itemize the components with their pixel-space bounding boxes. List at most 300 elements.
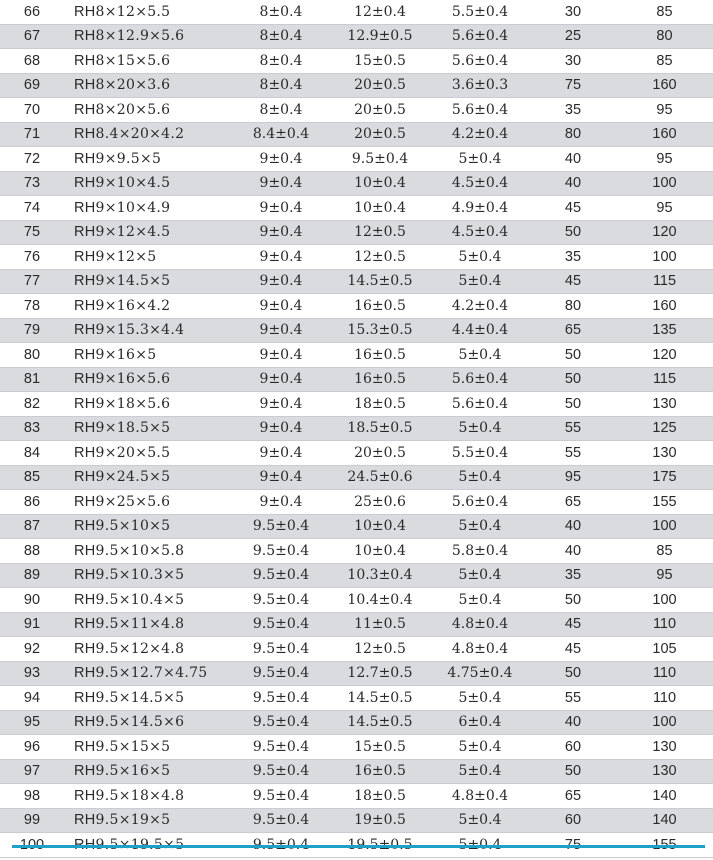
model-size: 9.5×16×5 bbox=[95, 763, 171, 780]
cell-value-a: 50 bbox=[530, 588, 616, 613]
cell-value-b: 175 bbox=[616, 465, 713, 490]
cell-outer-dia: 10.4±0.4 bbox=[330, 588, 430, 613]
table-row bbox=[0, 24, 713, 49]
cell-inner-dia: 9.5±0.4 bbox=[232, 710, 330, 735]
cell-inner-dia: 9.5±0.4 bbox=[232, 539, 330, 564]
cell-inner-dia: 8±0.4 bbox=[232, 73, 330, 98]
cell-model bbox=[64, 514, 232, 539]
cell-no: 67 bbox=[0, 24, 64, 49]
cell-value-a: 45 bbox=[530, 612, 616, 637]
cell-value-a: 55 bbox=[530, 441, 616, 466]
cell-no: 96 bbox=[0, 735, 64, 760]
cell-height: 4.75±0.4 bbox=[430, 661, 530, 686]
model-size: 9.5×15×5 bbox=[95, 738, 171, 755]
cell-value-b: 95 bbox=[616, 196, 713, 221]
cell-height: 5.6±0.4 bbox=[430, 49, 530, 74]
cell-height: 4.9±0.4 bbox=[430, 196, 530, 221]
cell-outer-dia: 14.5±0.5 bbox=[330, 269, 430, 294]
cell-model bbox=[64, 269, 232, 294]
cell-value-b: 110 bbox=[616, 612, 713, 637]
cell-outer-dia: 10.3±0.4 bbox=[330, 563, 430, 588]
model-prefix: RH bbox=[74, 28, 96, 45]
cell-value-b: 80 bbox=[616, 24, 713, 49]
cell-height: 5±0.4 bbox=[430, 588, 530, 613]
cell-inner-dia: 9±0.4 bbox=[232, 318, 330, 343]
cell-outer-dia: 20±0.5 bbox=[330, 441, 430, 466]
cell-height: 4.5±0.4 bbox=[430, 220, 530, 245]
cell-model bbox=[64, 343, 232, 368]
cell-height: 5±0.4 bbox=[430, 269, 530, 294]
cell-value-a: 50 bbox=[530, 220, 616, 245]
table-row bbox=[0, 465, 713, 490]
table-row bbox=[0, 710, 713, 735]
model-prefix: RH bbox=[74, 714, 96, 731]
cell-inner-dia: 9±0.4 bbox=[232, 171, 330, 196]
cell-no: 90 bbox=[0, 588, 64, 613]
cell-no: 93 bbox=[0, 661, 64, 686]
cell-value-a: 60 bbox=[530, 735, 616, 760]
model-prefix: RH bbox=[74, 395, 96, 412]
model-prefix: RH bbox=[74, 322, 96, 339]
cell-outer-dia: 20±0.5 bbox=[330, 98, 430, 123]
cell-value-b: 95 bbox=[616, 98, 713, 123]
model-size: 9×24.5×5 bbox=[95, 469, 171, 486]
cell-model bbox=[64, 196, 232, 221]
cell-value-b: 160 bbox=[616, 122, 713, 147]
table-row bbox=[0, 735, 713, 760]
cell-value-b: 100 bbox=[616, 245, 713, 270]
cell-outer-dia: 20±0.5 bbox=[330, 122, 430, 147]
model-size: 8×20×5.6 bbox=[95, 101, 171, 118]
cell-model bbox=[64, 784, 232, 809]
cell-model bbox=[64, 661, 232, 686]
model-prefix: RH bbox=[74, 346, 96, 363]
model-prefix: RH bbox=[74, 175, 96, 192]
cell-value-b: 100 bbox=[616, 710, 713, 735]
table-row bbox=[0, 147, 713, 172]
model-prefix: RH bbox=[74, 199, 96, 216]
cell-value-a: 40 bbox=[530, 514, 616, 539]
cell-outer-dia: 15±0.5 bbox=[330, 49, 430, 74]
cell-value-b: 140 bbox=[616, 808, 713, 833]
cell-height: 5.8±0.4 bbox=[430, 539, 530, 564]
model-size: 9×9.5×5 bbox=[95, 150, 162, 167]
cell-model bbox=[64, 612, 232, 637]
cell-value-a: 50 bbox=[530, 392, 616, 417]
cell-value-a: 40 bbox=[530, 539, 616, 564]
cell-value-b: 110 bbox=[616, 686, 713, 711]
model-size: 8×12×5.5 bbox=[95, 3, 171, 20]
model-prefix: RH bbox=[74, 518, 96, 535]
cell-value-a: 50 bbox=[530, 343, 616, 368]
cell-inner-dia: 9±0.4 bbox=[232, 220, 330, 245]
model-size: 9.5×19×5 bbox=[95, 812, 171, 829]
cell-value-b: 115 bbox=[616, 367, 713, 392]
cell-inner-dia: 9±0.4 bbox=[232, 392, 330, 417]
cell-value-a: 50 bbox=[530, 661, 616, 686]
cell-no: 75 bbox=[0, 220, 64, 245]
model-prefix: RH bbox=[74, 3, 96, 20]
cell-height: 5.6±0.4 bbox=[430, 490, 530, 515]
cell-no: 82 bbox=[0, 392, 64, 417]
cell-model bbox=[64, 245, 232, 270]
cell-outer-dia: 16±0.5 bbox=[330, 294, 430, 319]
cell-outer-dia: 12±0.4 bbox=[330, 0, 430, 24]
cell-no: 86 bbox=[0, 490, 64, 515]
cell-inner-dia: 9±0.4 bbox=[232, 490, 330, 515]
cell-no: 79 bbox=[0, 318, 64, 343]
cell-inner-dia: 8±0.4 bbox=[232, 98, 330, 123]
table-row bbox=[0, 122, 713, 147]
cell-no: 72 bbox=[0, 147, 64, 172]
model-prefix: RH bbox=[74, 640, 96, 657]
table-row bbox=[0, 220, 713, 245]
model-prefix: RH bbox=[74, 77, 96, 94]
table-row bbox=[0, 318, 713, 343]
cell-no: 69 bbox=[0, 73, 64, 98]
cell-value-b: 115 bbox=[616, 269, 713, 294]
table-row bbox=[0, 98, 713, 123]
cell-no: 99 bbox=[0, 808, 64, 833]
cell-model bbox=[64, 735, 232, 760]
cell-height: 5±0.4 bbox=[430, 686, 530, 711]
model-prefix: RH bbox=[74, 591, 96, 608]
model-size: 8×20×3.6 bbox=[95, 77, 171, 94]
table-row bbox=[0, 367, 713, 392]
model-prefix: RH bbox=[74, 248, 96, 265]
model-size: 9×18.5×5 bbox=[95, 420, 171, 437]
model-size: 9.5×10.3×5 bbox=[95, 567, 185, 584]
cell-height: 5.6±0.4 bbox=[430, 367, 530, 392]
model-prefix: RH bbox=[74, 101, 96, 118]
cell-inner-dia: 9±0.4 bbox=[232, 294, 330, 319]
table-row bbox=[0, 759, 713, 784]
cell-value-b: 130 bbox=[616, 759, 713, 784]
cell-inner-dia: 8±0.4 bbox=[232, 24, 330, 49]
cell-value-a: 65 bbox=[530, 318, 616, 343]
cell-value-a: 55 bbox=[530, 686, 616, 711]
table-row bbox=[0, 539, 713, 564]
cell-inner-dia: 9±0.4 bbox=[232, 465, 330, 490]
cell-outer-dia: 10±0.4 bbox=[330, 539, 430, 564]
model-size: 9×14.5×5 bbox=[95, 273, 171, 290]
cell-value-b: 85 bbox=[616, 539, 713, 564]
cell-value-b: 120 bbox=[616, 343, 713, 368]
model-size: 9.5×14.5×5 bbox=[95, 689, 185, 706]
cell-value-a: 80 bbox=[530, 294, 616, 319]
model-size: 9×16×5.6 bbox=[95, 371, 171, 388]
cell-outer-dia: 9.5±0.4 bbox=[330, 147, 430, 172]
cell-value-a: 25 bbox=[530, 24, 616, 49]
cell-outer-dia: 19±0.5 bbox=[330, 808, 430, 833]
cell-no: 71 bbox=[0, 122, 64, 147]
model-prefix: RH bbox=[74, 493, 96, 510]
model-size: 9.5×14.5×6 bbox=[95, 714, 185, 731]
model-prefix: RH bbox=[74, 616, 96, 633]
cell-outer-dia: 12.9±0.5 bbox=[330, 24, 430, 49]
table-row bbox=[0, 416, 713, 441]
cell-outer-dia: 14.5±0.5 bbox=[330, 710, 430, 735]
cell-no: 80 bbox=[0, 343, 64, 368]
cell-outer-dia: 12±0.5 bbox=[330, 637, 430, 662]
cell-height: 4.2±0.4 bbox=[430, 122, 530, 147]
cell-value-b: 160 bbox=[616, 294, 713, 319]
cell-no: 94 bbox=[0, 686, 64, 711]
cell-value-a: 35 bbox=[530, 98, 616, 123]
cell-value-b: 100 bbox=[616, 171, 713, 196]
cell-outer-dia: 10±0.4 bbox=[330, 196, 430, 221]
cell-outer-dia: 18±0.5 bbox=[330, 784, 430, 809]
model-size: 9.5×11×4.8 bbox=[95, 616, 185, 633]
cell-no: 87 bbox=[0, 514, 64, 539]
cell-height: 5±0.4 bbox=[430, 147, 530, 172]
cell-height: 4.2±0.4 bbox=[430, 294, 530, 319]
cell-model bbox=[64, 98, 232, 123]
cell-no: 89 bbox=[0, 563, 64, 588]
cell-model bbox=[64, 588, 232, 613]
cell-height: 4.5±0.4 bbox=[430, 171, 530, 196]
cell-height: 4.8±0.4 bbox=[430, 612, 530, 637]
model-prefix: RH bbox=[74, 273, 96, 290]
cell-outer-dia: 24.5±0.6 bbox=[330, 465, 430, 490]
model-prefix: RH bbox=[74, 297, 96, 314]
model-size: 9.5×10.4×5 bbox=[95, 591, 185, 608]
table-row bbox=[0, 808, 713, 833]
cell-model bbox=[64, 171, 232, 196]
cell-model bbox=[64, 392, 232, 417]
cell-no: 74 bbox=[0, 196, 64, 221]
cell-inner-dia: 9±0.4 bbox=[232, 245, 330, 270]
cell-no: 91 bbox=[0, 612, 64, 637]
cell-model bbox=[64, 759, 232, 784]
cell-model bbox=[64, 294, 232, 319]
cell-inner-dia: 9.5±0.4 bbox=[232, 784, 330, 809]
cell-inner-dia: 9.5±0.4 bbox=[232, 637, 330, 662]
cell-height: 5.6±0.4 bbox=[430, 24, 530, 49]
cell-value-a: 30 bbox=[530, 0, 616, 24]
model-size: 9.5×10×5.8 bbox=[95, 542, 185, 559]
cell-no: 95 bbox=[0, 710, 64, 735]
cell-model bbox=[64, 808, 232, 833]
table-row bbox=[0, 686, 713, 711]
model-size: 9×20×5.5 bbox=[95, 444, 171, 461]
model-prefix: RH bbox=[74, 567, 96, 584]
cell-inner-dia: 9.5±0.4 bbox=[232, 735, 330, 760]
model-prefix: RH bbox=[74, 469, 96, 486]
cell-value-b: 105 bbox=[616, 637, 713, 662]
cell-value-a: 45 bbox=[530, 196, 616, 221]
cell-value-a: 40 bbox=[530, 171, 616, 196]
model-prefix: RH bbox=[74, 542, 96, 559]
cell-no: 78 bbox=[0, 294, 64, 319]
cell-value-a: 60 bbox=[530, 808, 616, 833]
model-prefix: RH bbox=[74, 763, 96, 780]
model-size: 9×18×5.6 bbox=[95, 395, 171, 412]
cell-height: 4.4±0.4 bbox=[430, 318, 530, 343]
cell-model bbox=[64, 49, 232, 74]
cell-value-b: 125 bbox=[616, 416, 713, 441]
cell-inner-dia: 9.5±0.4 bbox=[232, 588, 330, 613]
cell-outer-dia: 15.3±0.5 bbox=[330, 318, 430, 343]
cell-outer-dia: 15±0.5 bbox=[330, 735, 430, 760]
cell-inner-dia: 9.5±0.4 bbox=[232, 612, 330, 637]
model-size: 8.4×20×4.2 bbox=[95, 126, 185, 143]
model-prefix: RH bbox=[74, 150, 96, 167]
cell-no: 83 bbox=[0, 416, 64, 441]
cell-inner-dia: 9.5±0.4 bbox=[232, 686, 330, 711]
cell-no: 92 bbox=[0, 637, 64, 662]
table-row bbox=[0, 269, 713, 294]
cell-value-b: 85 bbox=[616, 0, 713, 24]
cell-height: 5±0.4 bbox=[430, 563, 530, 588]
cell-no: 98 bbox=[0, 784, 64, 809]
cell-height: 5±0.4 bbox=[430, 735, 530, 760]
cell-value-b: 95 bbox=[616, 563, 713, 588]
cell-value-a: 45 bbox=[530, 637, 616, 662]
cell-outer-dia: 25±0.6 bbox=[330, 490, 430, 515]
table-row bbox=[0, 245, 713, 270]
cell-inner-dia: 9±0.4 bbox=[232, 441, 330, 466]
table-row bbox=[0, 441, 713, 466]
cell-height: 5.5±0.4 bbox=[430, 441, 530, 466]
cell-height: 5±0.4 bbox=[430, 514, 530, 539]
cell-height: 5.6±0.4 bbox=[430, 392, 530, 417]
cell-no: 77 bbox=[0, 269, 64, 294]
model-prefix: RH bbox=[74, 444, 96, 461]
cell-value-b: 155 bbox=[616, 490, 713, 515]
cell-model bbox=[64, 147, 232, 172]
model-prefix: RH bbox=[74, 420, 96, 437]
cell-value-b: 120 bbox=[616, 220, 713, 245]
cell-value-a: 95 bbox=[530, 465, 616, 490]
cell-model bbox=[64, 122, 232, 147]
model-size: 9.5×12×4.8 bbox=[95, 640, 185, 657]
cell-model bbox=[64, 490, 232, 515]
cell-outer-dia: 18±0.5 bbox=[330, 392, 430, 417]
cell-model bbox=[64, 539, 232, 564]
cell-outer-dia: 12±0.5 bbox=[330, 245, 430, 270]
cell-inner-dia: 9.5±0.4 bbox=[232, 514, 330, 539]
cell-model bbox=[64, 710, 232, 735]
cell-value-a: 40 bbox=[530, 147, 616, 172]
cell-inner-dia: 9.5±0.4 bbox=[232, 661, 330, 686]
cell-model bbox=[64, 0, 232, 24]
cell-height: 5±0.4 bbox=[430, 416, 530, 441]
cell-outer-dia: 12±0.5 bbox=[330, 220, 430, 245]
model-size: 9.5×12.7×4.75 bbox=[95, 665, 208, 682]
table-row bbox=[0, 0, 713, 24]
cell-no: 70 bbox=[0, 98, 64, 123]
table-row bbox=[0, 637, 713, 662]
model-size: 9×16×5 bbox=[95, 346, 157, 363]
cell-no: 73 bbox=[0, 171, 64, 196]
cell-inner-dia: 9±0.4 bbox=[232, 147, 330, 172]
table-row bbox=[0, 294, 713, 319]
cell-value-b: 140 bbox=[616, 784, 713, 809]
cell-value-a: 55 bbox=[530, 416, 616, 441]
cell-no: 85 bbox=[0, 465, 64, 490]
cell-no: 97 bbox=[0, 759, 64, 784]
cell-value-b: 95 bbox=[616, 147, 713, 172]
table-row bbox=[0, 784, 713, 809]
cell-height: 5±0.4 bbox=[430, 808, 530, 833]
cell-model bbox=[64, 563, 232, 588]
cell-height: 4.8±0.4 bbox=[430, 784, 530, 809]
cell-height: 5±0.4 bbox=[430, 343, 530, 368]
cell-value-b: 130 bbox=[616, 392, 713, 417]
cell-value-a: 65 bbox=[530, 784, 616, 809]
cell-value-a: 75 bbox=[530, 73, 616, 98]
model-size: 8×12.9×5.6 bbox=[95, 28, 185, 45]
cell-inner-dia: 8±0.4 bbox=[232, 0, 330, 24]
table-row bbox=[0, 563, 713, 588]
cell-value-b: 110 bbox=[616, 661, 713, 686]
model-prefix: RH bbox=[74, 787, 96, 804]
table-row bbox=[0, 343, 713, 368]
cell-height: 5.6±0.4 bbox=[430, 98, 530, 123]
cell-no: 88 bbox=[0, 539, 64, 564]
model-size: 9.5×10×5 bbox=[95, 518, 171, 535]
model-size: 9.5×18×4.8 bbox=[95, 787, 185, 804]
cell-value-b: 100 bbox=[616, 514, 713, 539]
table-row bbox=[0, 588, 713, 613]
cell-inner-dia: 9±0.4 bbox=[232, 343, 330, 368]
model-prefix: RH bbox=[74, 126, 96, 143]
cell-height: 5±0.4 bbox=[430, 465, 530, 490]
cell-outer-dia: 12.7±0.5 bbox=[330, 661, 430, 686]
cell-value-a: 45 bbox=[530, 269, 616, 294]
model-prefix: RH bbox=[74, 738, 96, 755]
model-size: 9×12×4.5 bbox=[95, 224, 171, 241]
cell-no: 76 bbox=[0, 245, 64, 270]
bottom-rule bbox=[12, 845, 705, 848]
cell-value-b: 130 bbox=[616, 441, 713, 466]
cell-no: 84 bbox=[0, 441, 64, 466]
model-size: 9×10×4.9 bbox=[95, 199, 171, 216]
cell-inner-dia: 9±0.4 bbox=[232, 196, 330, 221]
cell-inner-dia: 9.5±0.4 bbox=[232, 759, 330, 784]
cell-model bbox=[64, 220, 232, 245]
cell-no: 68 bbox=[0, 49, 64, 74]
model-prefix: RH bbox=[74, 371, 96, 388]
table-row bbox=[0, 661, 713, 686]
cell-value-a: 30 bbox=[530, 49, 616, 74]
cell-model bbox=[64, 24, 232, 49]
cell-outer-dia: 18.5±0.5 bbox=[330, 416, 430, 441]
model-size: 9×12×5 bbox=[95, 248, 157, 265]
cell-value-a: 50 bbox=[530, 367, 616, 392]
table-row bbox=[0, 49, 713, 74]
cell-model bbox=[64, 416, 232, 441]
table-row bbox=[0, 514, 713, 539]
cell-outer-dia: 16±0.5 bbox=[330, 759, 430, 784]
cell-inner-dia: 9±0.4 bbox=[232, 269, 330, 294]
cell-no: 81 bbox=[0, 367, 64, 392]
model-prefix: RH bbox=[74, 52, 96, 69]
cell-outer-dia: 16±0.5 bbox=[330, 343, 430, 368]
cell-value-a: 80 bbox=[530, 122, 616, 147]
cell-value-b: 130 bbox=[616, 735, 713, 760]
cell-outer-dia: 14.5±0.5 bbox=[330, 686, 430, 711]
table-row bbox=[0, 612, 713, 637]
cell-outer-dia: 20±0.5 bbox=[330, 73, 430, 98]
model-prefix: RH bbox=[74, 812, 96, 829]
cell-value-b: 85 bbox=[616, 49, 713, 74]
cell-height: 4.8±0.4 bbox=[430, 637, 530, 662]
model-size: 9×25×5.6 bbox=[95, 493, 171, 510]
cell-value-a: 35 bbox=[530, 563, 616, 588]
table-row bbox=[0, 392, 713, 417]
